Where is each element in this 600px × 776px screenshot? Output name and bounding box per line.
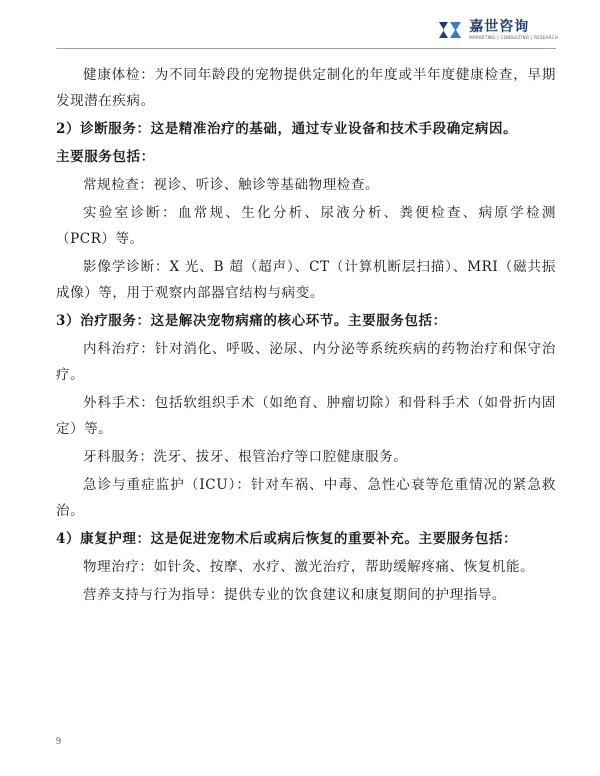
brand-logo-icon [437,18,463,42]
paragraph-nutrition-behavior: 营养支持与行为指导：提供专业的饮食建议和康复期间的护理指导。 [83,587,506,603]
heading-diagnosis-service: 2）诊断服务：这是精准治疗的基础，通过专业设备和技术手段确定病因。 [56,121,518,137]
brand-name: 嘉世咨询 [469,19,530,35]
page-header [0,0,600,58]
page-number: 9 [56,736,61,747]
paragraph-surgery: 外科手术：包括软组织手术（如绝育、肿瘤切除）和骨科手术（如骨折内固定）等。 [56,395,556,437]
heading-main-services: 主要服务包括： [56,149,155,165]
paragraph-lab-diagnosis: 实验室诊断：血常规、生化分析、尿液分析、粪便检查、病原学检测（PCR）等。 [56,205,556,247]
document-body [56,62,556,610]
heading-rehab-care: 4）康复护理：这是促进宠物术后或病后恢复的重要补充。主要服务包括： [56,531,518,547]
header-divider [56,48,556,49]
paragraph-routine-exam: 常规检查：视诊、听诊、触诊等基础物理检查。 [83,177,380,193]
paragraph-physical-therapy: 物理治疗：如针灸、按摩、水疗、激光治疗，帮助缓解疼痛、恢复机能。 [83,559,535,575]
brand-logo [437,18,558,42]
paragraph-internal-medicine: 内科治疗：针对消化、呼吸、泌尿、内分泌等系统疾病的药物治疗和保守治疗。 [56,341,556,383]
brand-tagline: MARKETING | CONSULTING | RESEARCH [469,35,558,40]
paragraph-imaging-diagnosis: 影像学诊断：X 光、B 超（超声）、CT（计算机断层扫描）、MRI（磁共振成像）等，用于观察内部器官结构与病变。 [56,259,556,301]
paragraph-emergency-icu: 急诊与重症监护（ICU）：针对车祸、中毒、急性心衰等危重情况的紧急救治。 [56,477,556,519]
heading-treatment-service: 3）治疗服务：这是解决宠物病痛的核心环节。主要服务包括： [56,313,447,329]
paragraph-health-checkup: 健康体检：为不同年龄段的宠物提供定制化的年度或半年度健康检查，早期发现潜在疾病。 [56,67,556,109]
paragraph-dental: 牙科服务：洗牙、拔牙、根管治疗等口腔健康服务。 [83,449,408,465]
